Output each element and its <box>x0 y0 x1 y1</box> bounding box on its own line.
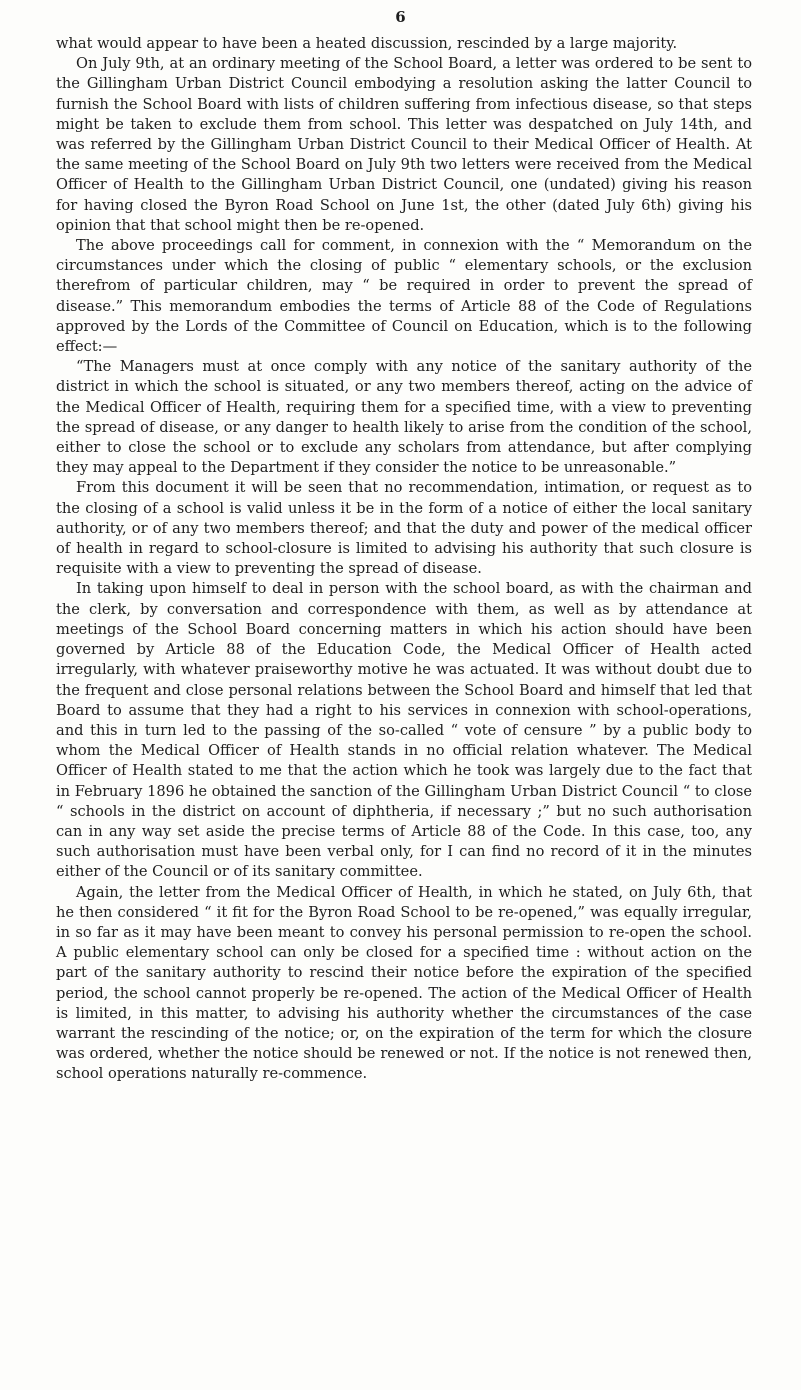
paragraph-reopening-letter: Again, the letter from the Medical Officer of Health, in which he stated, on July 6th, that he then considered “ it fit for the Byron Road School to be re-opened,” was equally irregular, in so far as it may have been meant to convey his personal permission to re-open the school. A public elementary school can only be closed for a specified time : without action on the part of the sanitary authority to rescind their notice before the expiration of the specified period, the school cannot properly be re-opened. The action of the Medical Officer of Health is limited, in this matter, to advising his authority whether the circumstances of the case warrant the rescinding of the notice; or, on the expiration of the term for which the closure was ordered, whether the notice should be renewed or not. If the notice is not renewed then, school operations naturally re-commence. <box>56 883 752 1083</box>
paragraph-document-validity: From this document it will be seen that no recommendation, intimation, or request as to the closing of a school is valid unless it be in the form of a notice of either the local sanitary authority, or of any two members thereof; and that the duty and power of the medical officer of health in regard to school-closure is limited to advising his authority that such closure is requisite with a view to preventing the spread of disease. <box>56 479 752 578</box>
paragraph-irregular-action: In taking upon himself to deal in person with the school board, as with the chairman and the clerk, by conversation and correspondence with them, as well as by attendance at meetings of the School Board concerning matters in which his action should have been governed by Article 88 of the Education Code, the Medical Officer of Health acted irregularly, with whatever praiseworthy motive he was actuated. It was without doubt due to the frequent and close personal relations between the School Board and himself that led that Board to assume that they had a right to his services in connexion with school-operations, and this in turn led to the passing of the so-called “ vote of censure ” by a public body to whom the Medical Officer of Health stands in no official relation whatever. The Medical Officer of Health stated to me that the action which he took was largely due to the fact that in February 1896 he obtained the sanction of the Gillingham Urban District Council “ to close “ schools in the district on account of diphtheria, if necessary ;” but no such authorisation can in any way set aside the precise terms of Article 88 of the Code. In this case, too, any such authorisation must have been verbal only, for I can find no record of it in the minutes either of the Council or of its sanitary committee. <box>56 580 752 881</box>
paragraph-memorandum-comment: The above proceedings call for comment, in connexion with the “ Memorandum on the circumstances under which the closing of public “ elementary schools, or the exclusion therefrom of particular children, may “ be required in order to prevent the spread of disease.” This memorandum embodies the terms of Article 88 of the Code of Regulations approved by the Lords of the Committee of Council on Education, which is to the following effect:— <box>56 237 752 356</box>
page-number: 6 <box>395 8 406 26</box>
body-text <box>56 34 752 1085</box>
paragraph-continuation: what would appear to have been a heated discussion, rescinded by a large majority. <box>56 35 678 52</box>
paragraph-july-ninth: On July 9th, at an ordinary meeting of the School Board, a letter was ordered to be sent to the Gillingham Urban District Council embodying a resolution asking the latter Council to furnish the School Board with lists of children suffering from infectious disease, so that steps might be taken to exclude them from school. This letter was despatched on July 14th, and was referred by the Gillingham Urban District Council to their Medical Officer of Health. At the same meeting of the School Board on July 9th two letters were received from the Medical Officer of Health to the Gillingham Urban District Council, one (undated) giving his reason for having closed the Byron Road School on June 1st, the other (dated July 6th) giving his opinion that that school might then be re-opened. <box>56 55 752 234</box>
paragraph-article-88-quote: “The Managers must at once comply with any notice of the sanitary authority of the district in which the school is situated, or any two members thereof, acting on the advice of the Medical Officer of Health, requiring them for a specified time, with a view to preventing the spread of disease, or any danger to health likely to arise from the condition of the school, either to close the school or to exclude any scholars from attendance, but after complying they may appeal to the Department if they consider the notice to be unreasonable.” <box>56 358 752 477</box>
